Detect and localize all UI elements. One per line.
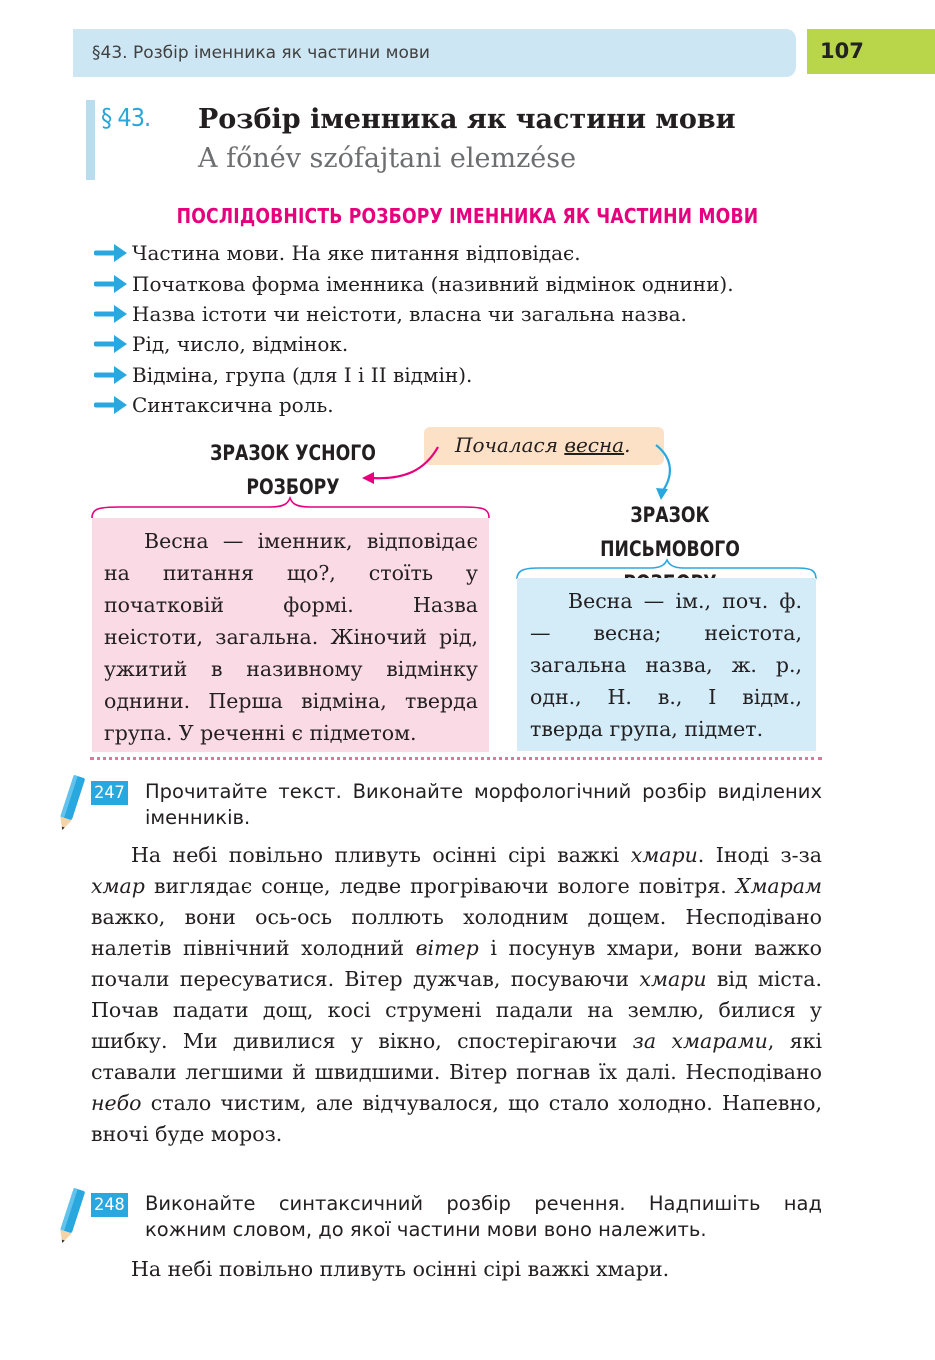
step-text: Відміна, група (для І і ІІ відмін). xyxy=(132,362,473,387)
highlighted-noun: вітер xyxy=(415,936,479,960)
highlighted-noun: хмари xyxy=(639,967,707,991)
section-title: Розбір іменника як частини мови xyxy=(198,104,736,135)
oral-sample-text: Весна — іменник, відповідає на питання що?, стоїть у початковій формі. Назва неістоти, загальна. Жіночий рід, ужитий в називному відмінку однини. Перша відміна, тверда група. У реченні є підметом. xyxy=(104,529,478,745)
pencil-icon xyxy=(55,773,85,833)
exercise-task: Прочитайте текст. Виконайте морфологічний розбір виділених іменників. xyxy=(145,780,822,829)
highlighted-noun: хмари xyxy=(630,843,698,867)
step-text: Назва істоти чи неістоти, власна чи загальна назва. xyxy=(132,301,687,326)
written-sample-text: Весна — ім., поч. ф. — весна; неістота, загальна назва, ж. р., одн., Н. в., І відм., тверда група, підмет. xyxy=(530,589,802,741)
page-number: 107 xyxy=(820,39,864,63)
running-header-title: §43. Розбір іменника як частини мови xyxy=(92,43,430,63)
oral-title-line: ЗРАЗОК УСНОГО xyxy=(210,441,376,465)
exercise-task: Виконайте синтаксичний розбір речення. Надпишіть над кожним словом, до якої частини мови воно належить. xyxy=(145,1192,822,1241)
sequence-heading: ПОСЛІДОВНІСТЬ РОЗБОРУ ІМЕННИКА ЯК ЧАСТИНИ МОВИ xyxy=(176,204,759,228)
exercise-text: На небі повільно пливуть осінні сірі важкі хмари. Іноді з-за хмар виглядає сонце, ледве прогріваючи вологе повітря. Хмарам важко, вони ось-ось поллють холодним дощем. Несподівано налетів північний холодний вітер і посунув хмари, вони важко почали пересуватися. Вітер дужчав, посуваючи хмари від міста. Почав падати дощ, косі струмені падали на землю, билися у шибку. Ми дивилися у вікно, спостерігаючи за хмарами, які ставали легшими й швидшими. Вітер погнав їх далі. Несподівано небо стало чистим, але відчувалося, що стало холодно. Напевно, вночі буде мороз. xyxy=(91,843,823,1146)
curved-arrow-icon xyxy=(0,0,935,600)
step-text: Рід, число, відмінок. xyxy=(132,332,349,357)
underlined-word: весна xyxy=(564,433,625,457)
pencil-icon xyxy=(55,1186,85,1246)
step-text: Початкова форма іменника (називний відмінок однини). xyxy=(132,271,734,296)
highlighted-noun: небо xyxy=(91,1091,142,1115)
exercise-number: 247 xyxy=(91,781,128,805)
section-subtitle: A főnév szófajtani elemzése xyxy=(198,143,577,174)
highlighted-noun: Хмарам xyxy=(735,874,822,898)
written-title-line: ЗРАЗОК ПИСЬМОВОГО xyxy=(600,503,740,561)
oral-title-line: РОЗБОРУ xyxy=(246,475,340,499)
highlighted-noun: за хмарами xyxy=(632,1029,768,1053)
highlighted-noun: хмар xyxy=(91,874,145,898)
dotted-divider xyxy=(90,757,822,760)
exercise-sentence: На небі повільно пливуть осінні сірі важкі хмари. xyxy=(131,1257,670,1281)
step-text: Частина мови. На яке питання відповідає. xyxy=(132,241,581,266)
section-number: § 43. xyxy=(101,103,151,132)
exercise-number: 248 xyxy=(91,1193,128,1217)
step-text: Синтаксична роль. xyxy=(132,393,334,418)
example-sentence: Почалася весна. xyxy=(455,433,631,457)
